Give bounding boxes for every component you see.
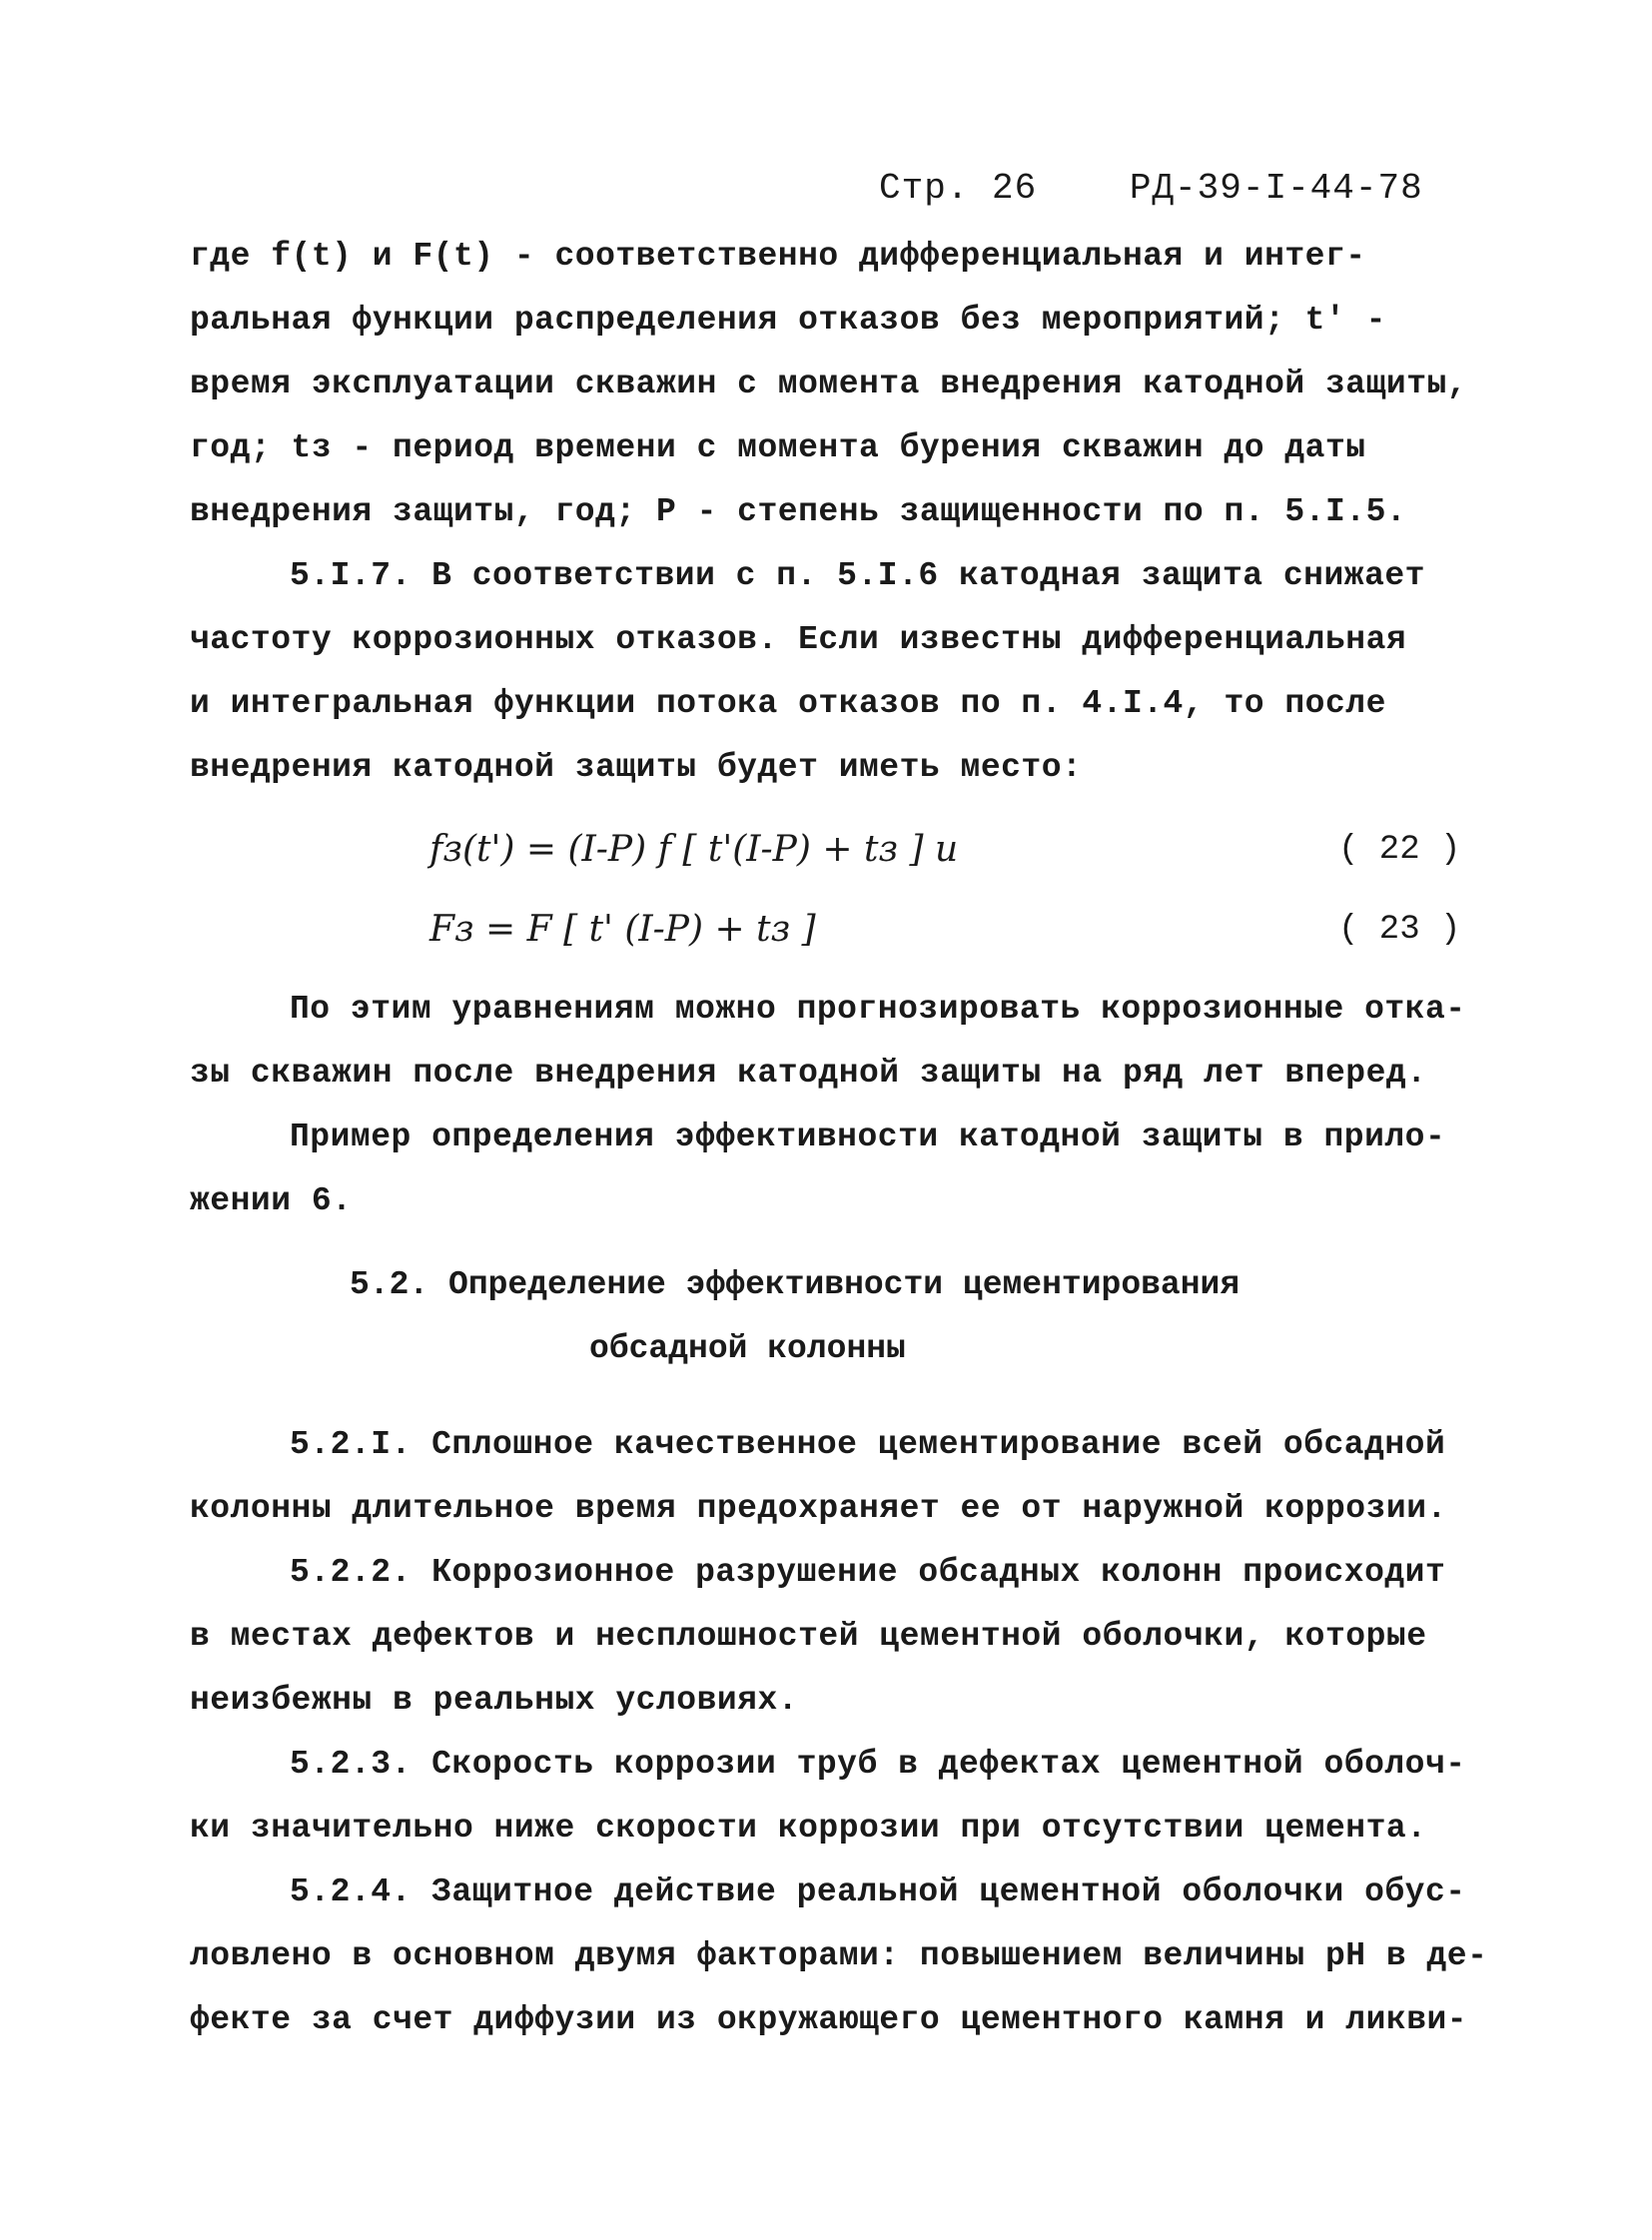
equation-number-23: ( 23 ) (1338, 911, 1461, 949)
text-line: частоту коррозионных отказов. Если известны дифференциальная (190, 621, 1407, 658)
section-heading: 5.2. Определение эффективности цементирования (350, 1266, 1240, 1303)
text-line: фекте за счет диффузии из окружающего цементного камня и ликви- (190, 2001, 1468, 2038)
text-line: год; tз - период времени с момента бурения скважин до даты (190, 429, 1366, 466)
paragraph-start: 5.2.4. Защитное действие реальной цементной оболочки обус- (290, 1873, 1466, 1910)
text-line: колонны длительное время предохраняет ее от наружной коррозии. (190, 1490, 1447, 1527)
page-header (879, 168, 1423, 209)
text-line: внедрения защиты, год; Р - степень защищенности по п. 5.I.5. (190, 493, 1407, 530)
text-line: ральная функции распределения отказов без мероприятий; t' - (190, 302, 1386, 339)
page-number: Стр. 26 (879, 168, 1038, 209)
text-line: в местах дефектов и несплошностей цементной оболочки, которые (190, 1618, 1427, 1655)
document-code: РД-39-I-44-78 (1129, 168, 1423, 209)
paragraph-start: Пример определения эффективности катодной защиты в прило- (290, 1119, 1446, 1155)
paragraph-start: 5.2.I. Сплошное качественное цементирование всей обсадной (290, 1426, 1446, 1463)
section-heading-cont: обсадной колонны (589, 1330, 906, 1367)
text-line: ловлено в основном двумя факторами: повышением величины pH в де- (190, 1937, 1488, 1974)
paragraph-start: 5.I.7. В соответствии с п. 5.I.6 катодная защита снижает (290, 557, 1425, 594)
text-line: ки значительно ниже скорости коррозии при отсутствии цемента. (190, 1810, 1427, 1847)
text-line: зы скважин после внедрения катодной защиты на ряд лет вперед. (190, 1055, 1427, 1092)
text-line: и интегральная функции потока отказов по п. 4.I.4, то после (190, 685, 1386, 722)
text-line: внедрения катодной защиты будет иметь место: (190, 749, 1083, 786)
text-line: неизбежны в реальных условиях. (190, 1682, 799, 1719)
text-line: жении 6. (190, 1182, 353, 1219)
paragraph-start: 5.2.2. Коррозионное разрушение обсадных колонн происходит (290, 1554, 1446, 1591)
equation-23: Fз = F [ t' (I-P) + tз ] (429, 909, 816, 950)
text-line: время эксплуатации скважин с момента внедрения катодной защиты, (190, 366, 1468, 402)
paragraph-start: 5.2.3. Скорость коррозии труб в дефектах цементной оболоч- (290, 1746, 1466, 1783)
equation-number-22: ( 22 ) (1338, 831, 1461, 869)
equation-22: fз(t') = (I-P) f [ t'(I-P) + tз ] и (429, 829, 959, 870)
text-line: где f(t) и F(t) - соответственно дифференциальная и интег- (190, 238, 1366, 275)
paragraph-start: По этим уравнениям можно прогнозировать коррозионные отка- (290, 991, 1466, 1028)
